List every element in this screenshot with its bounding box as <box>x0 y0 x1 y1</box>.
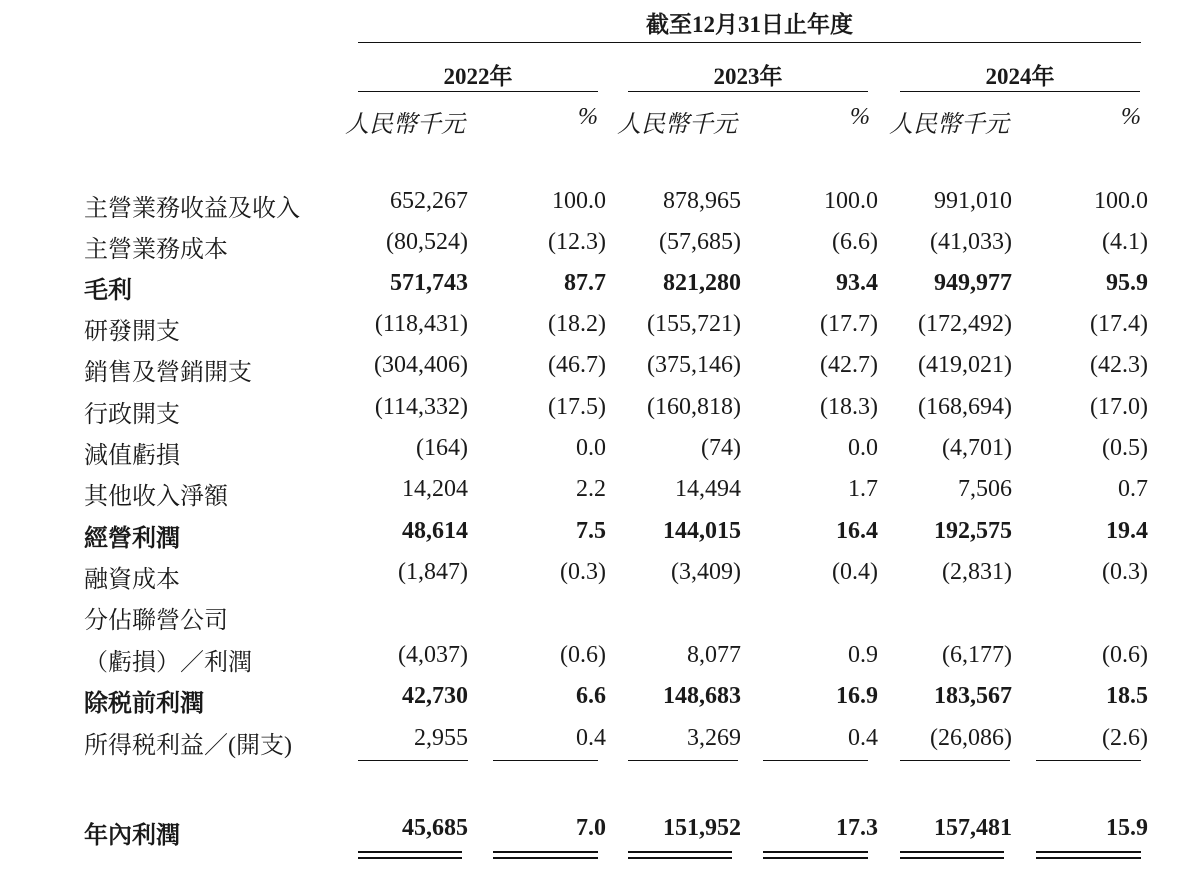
cell-pct-2024: (0.3) <box>1102 559 1148 585</box>
cell-pct-2023: (0.4) <box>832 559 878 585</box>
year-2024-rule <box>900 91 1140 92</box>
row-label: 分佔聯營公司 <box>84 608 228 634</box>
cell-amount-2024: (168,694) <box>918 394 1012 420</box>
cell-amount-2023: 148,683 <box>663 683 741 709</box>
cell-pct-2022: 100.0 <box>552 188 606 214</box>
cell-amount-2023: 14,494 <box>675 476 741 502</box>
cell-amount-2024: 949,977 <box>934 270 1012 296</box>
cell-amount-2022: (114,332) <box>374 394 468 420</box>
cell-amount-2024: 192,575 <box>934 518 1012 544</box>
cell-pct-2024: 100.0 <box>1094 188 1148 214</box>
year-2022-heading: 2022年 <box>443 64 513 89</box>
cell-amount-2024: (4,701) <box>942 435 1012 461</box>
row-label: （虧損）／利潤 <box>84 650 252 676</box>
subtotal-rule <box>900 760 1010 761</box>
cell-amount-2024: 183,567 <box>934 683 1012 709</box>
cell-pct-2024: 95.9 <box>1106 270 1148 296</box>
row-label: 其他收入淨額 <box>84 484 228 510</box>
year-2024-heading: 2024年 <box>985 64 1055 89</box>
subtotal-rule <box>358 760 468 761</box>
cell-pct-2024: 19.4 <box>1106 518 1148 544</box>
unit-label-2024: 人民幣千元 <box>889 112 1009 138</box>
cell-pct-2022: 2.2 <box>576 476 606 502</box>
cell-amount-2022: 652,267 <box>390 188 468 214</box>
cell-pct-2023: 0.4 <box>848 725 878 751</box>
row-label: 減值虧損 <box>84 443 180 469</box>
period-rule <box>358 42 1141 43</box>
cell-amount-2022: 14,204 <box>402 476 468 502</box>
row-label: 毛利 <box>84 278 132 304</box>
cell-amount-2024: 157,481 <box>934 815 1012 841</box>
pct-label-2024: % <box>1121 104 1141 130</box>
cell-amount-2022: (80,524) <box>386 229 468 255</box>
cell-pct-2023: (17.7) <box>820 311 878 337</box>
cell-amount-2022: (118,431) <box>374 311 468 337</box>
year-2023-heading: 2023年 <box>713 64 783 89</box>
cell-pct-2023: 16.4 <box>836 518 878 544</box>
total-double-rule <box>628 851 732 859</box>
subtotal-rule <box>1036 760 1141 761</box>
cell-amount-2023: (57,685) <box>659 229 741 255</box>
cell-pct-2022: 87.7 <box>564 270 606 296</box>
total-double-rule <box>900 851 1004 859</box>
cell-amount-2023: (3,409) <box>671 559 741 585</box>
row-label: 所得税利益／(開支) <box>84 733 292 759</box>
cell-pct-2022: (12.3) <box>548 229 606 255</box>
row-label: 主營業務收益及收入 <box>84 196 300 222</box>
cell-pct-2022: (0.6) <box>560 642 606 668</box>
cell-amount-2024: (419,021) <box>918 352 1012 378</box>
cell-pct-2024: (4.1) <box>1102 229 1148 255</box>
cell-amount-2023: (74) <box>701 435 741 461</box>
cell-pct-2022: 0.4 <box>576 725 606 751</box>
cell-pct-2022: (18.2) <box>548 311 606 337</box>
cell-pct-2024: (17.4) <box>1090 311 1148 337</box>
cell-amount-2024: 7,506 <box>958 476 1012 502</box>
cell-pct-2022: 7.5 <box>576 518 606 544</box>
row-label: 銷售及營銷開支 <box>84 360 252 386</box>
cell-pct-2023: 1.7 <box>848 476 878 502</box>
cell-amount-2022: (164) <box>416 435 468 461</box>
cell-pct-2023: (18.3) <box>820 394 878 420</box>
row-label: 年內利潤 <box>84 823 180 849</box>
year-2023-rule <box>628 91 868 92</box>
cell-amount-2024: (172,492) <box>918 311 1012 337</box>
cell-amount-2022: 571,743 <box>390 270 468 296</box>
period-heading: 截至12月31日止年度 <box>646 12 853 37</box>
cell-pct-2023: 93.4 <box>836 270 878 296</box>
cell-amount-2022: 42,730 <box>402 683 468 709</box>
cell-amount-2023: 144,015 <box>663 518 741 544</box>
cell-pct-2024: (17.0) <box>1090 394 1148 420</box>
cell-pct-2022: (0.3) <box>560 559 606 585</box>
row-label: 融資成本 <box>84 567 180 593</box>
row-label: 除税前利潤 <box>84 691 204 717</box>
cell-amount-2022: 2,955 <box>414 725 468 751</box>
cell-amount-2023: (375,146) <box>647 352 741 378</box>
pct-label-2023: % <box>850 104 870 130</box>
cell-amount-2023: (155,721) <box>647 311 741 337</box>
pct-label-2022: % <box>578 104 598 130</box>
cell-pct-2023: 0.9 <box>848 642 878 668</box>
cell-pct-2022: 6.6 <box>576 683 606 709</box>
cell-amount-2024: (6,177) <box>942 642 1012 668</box>
cell-amount-2022: (304,406) <box>374 352 468 378</box>
total-double-rule <box>1036 851 1141 859</box>
cell-pct-2023: 100.0 <box>824 188 878 214</box>
cell-pct-2023: 17.3 <box>836 815 878 841</box>
total-double-rule <box>763 851 868 859</box>
cell-amount-2022: (1,847) <box>398 559 468 585</box>
cell-amount-2024: (41,033) <box>930 229 1012 255</box>
subtotal-rule <box>763 760 868 761</box>
cell-pct-2024: 18.5 <box>1106 683 1148 709</box>
cell-pct-2022: (17.5) <box>548 394 606 420</box>
cell-pct-2022: 7.0 <box>576 815 606 841</box>
row-label: 主營業務成本 <box>84 237 228 263</box>
cell-amount-2023: 3,269 <box>687 725 741 751</box>
cell-amount-2022: 48,614 <box>402 518 468 544</box>
row-label: 經營利潤 <box>84 526 180 552</box>
row-label: 行政開支 <box>84 402 180 428</box>
cell-pct-2024: 0.7 <box>1118 476 1148 502</box>
cell-pct-2024: (2.6) <box>1102 725 1148 751</box>
cell-amount-2022: (4,037) <box>398 642 468 668</box>
cell-amount-2024: 991,010 <box>934 188 1012 214</box>
row-label: 研發開支 <box>84 319 180 345</box>
cell-pct-2024: (0.5) <box>1102 435 1148 461</box>
subtotal-rule <box>493 760 598 761</box>
cell-pct-2024: (42.3) <box>1090 352 1148 378</box>
cell-amount-2024: (26,086) <box>930 725 1012 751</box>
cell-amount-2023: 8,077 <box>687 642 741 668</box>
cell-amount-2023: 878,965 <box>663 188 741 214</box>
year-2022-rule <box>358 91 598 92</box>
cell-pct-2024: 15.9 <box>1106 815 1148 841</box>
cell-amount-2022: 45,685 <box>402 815 468 841</box>
unit-label-2022: 人民幣千元 <box>345 112 465 138</box>
subtotal-rule <box>628 760 738 761</box>
unit-label-2023: 人民幣千元 <box>617 112 737 138</box>
total-double-rule <box>358 851 462 859</box>
cell-amount-2023: 821,280 <box>663 270 741 296</box>
cell-pct-2023: (6.6) <box>832 229 878 255</box>
cell-pct-2024: (0.6) <box>1102 642 1148 668</box>
cell-amount-2023: (160,818) <box>647 394 741 420</box>
total-double-rule <box>493 851 598 859</box>
cell-amount-2024: (2,831) <box>942 559 1012 585</box>
cell-pct-2023: 0.0 <box>848 435 878 461</box>
cell-pct-2022: (46.7) <box>548 352 606 378</box>
cell-pct-2022: 0.0 <box>576 435 606 461</box>
cell-amount-2023: 151,952 <box>663 815 741 841</box>
cell-pct-2023: (42.7) <box>820 352 878 378</box>
cell-pct-2023: 16.9 <box>836 683 878 709</box>
